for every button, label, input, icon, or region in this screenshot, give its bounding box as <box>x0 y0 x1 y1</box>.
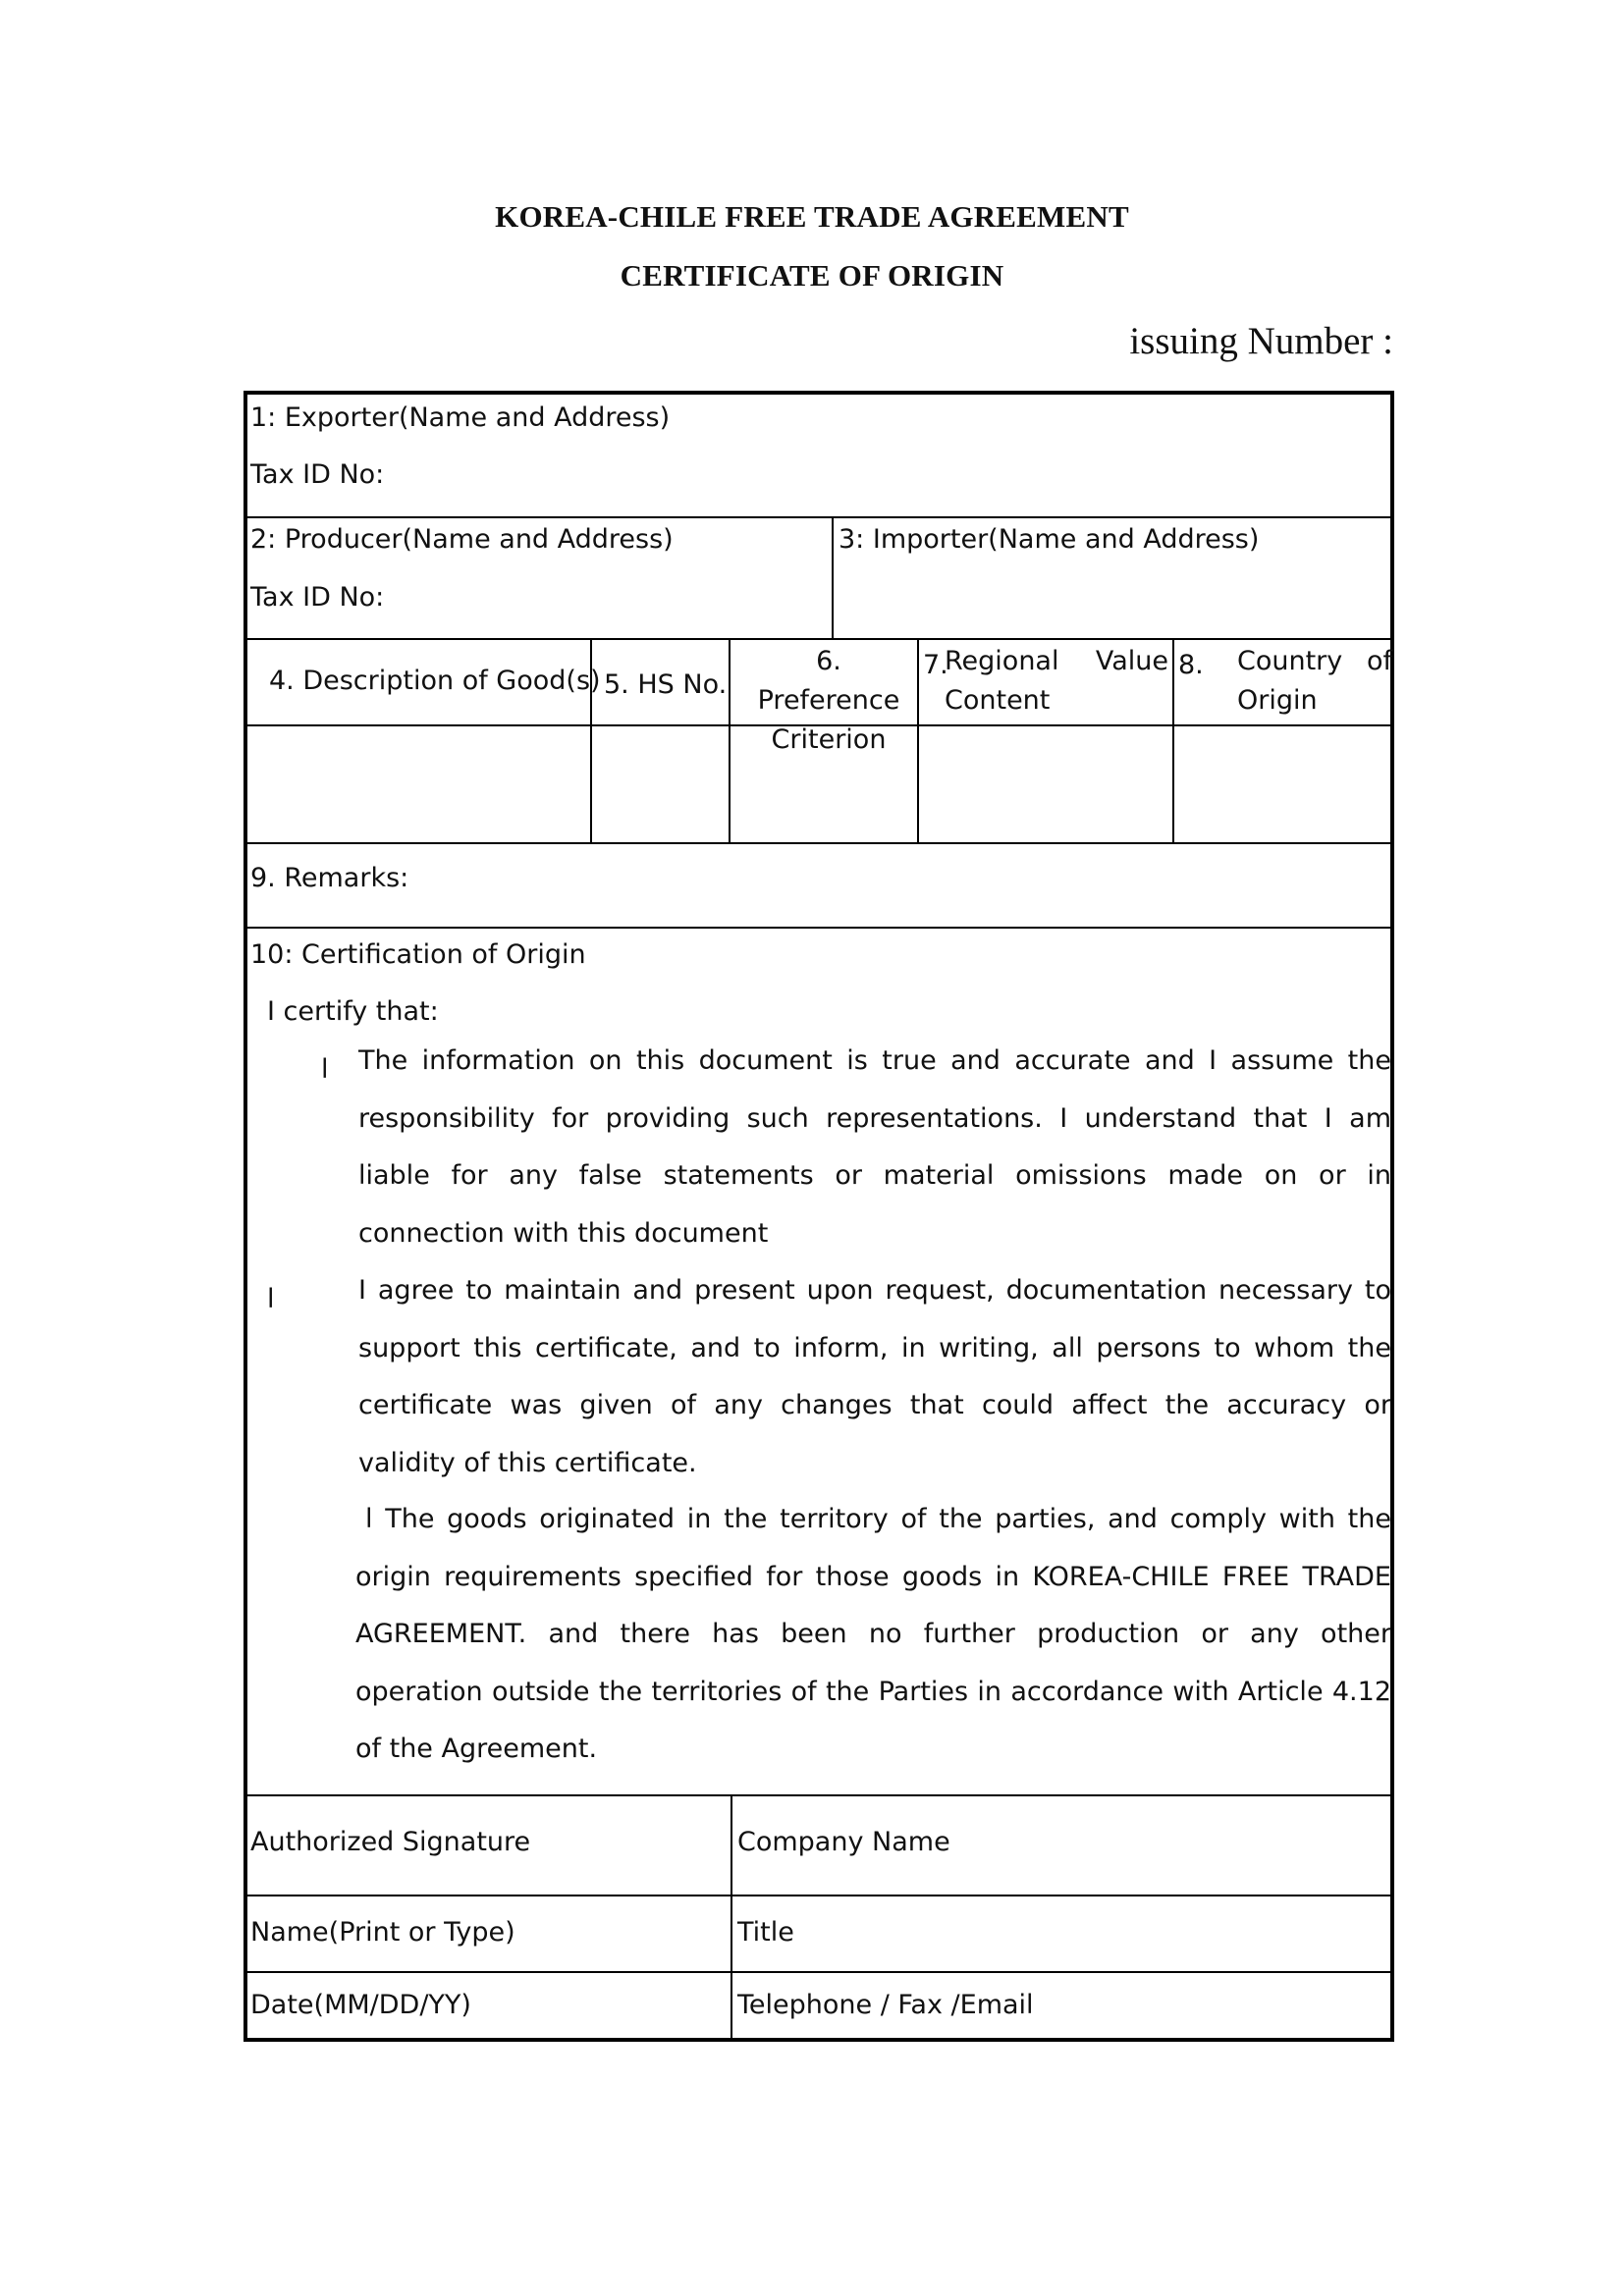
title-label: Title <box>737 1917 794 1948</box>
col-preference-header: 6. Preference Criterion <box>757 646 900 755</box>
producer-tax-id-label: Tax ID No: <box>250 582 385 613</box>
importer-label: 3: Importer(Name and Address) <box>839 524 1260 555</box>
certification-statement-1: The information on this document is true and accurate and I assume the responsibility for providing such representations. I understand that I am liable for any false statements or material omissions made on or in connection with this document <box>358 1045 1391 1249</box>
divider <box>247 516 1390 518</box>
authorized-signature-label: Authorized Signature <box>250 1827 531 1857</box>
certification-label: 10: Certification of Origin <box>250 939 586 970</box>
divider <box>731 1794 732 2042</box>
exporter-tax-id-label: Tax ID No: <box>250 459 385 490</box>
col-rvc-number: 7. <box>923 650 948 680</box>
certification-statement-2: I agree to maintain and present upon request, documentation necessary to support this certificate, and to inform, in writing, all persons to whom the certificate was given of any changes that could affect the accuracy or validity of this certificate. <box>358 1275 1391 1478</box>
divider <box>1172 638 1174 842</box>
issuing-number-label: issuing Number : <box>1129 320 1393 362</box>
contact-label: Telephone / Fax /Email <box>737 1990 1034 2020</box>
col-hs-header: 5. HS No. <box>604 669 728 700</box>
remarks-label: 9. Remarks: <box>250 863 409 893</box>
divider <box>247 842 1390 844</box>
divider <box>247 1895 1390 1896</box>
divider <box>729 638 731 842</box>
col-country-header: Country of Origin <box>1237 646 1392 716</box>
divider <box>247 1971 1390 1973</box>
bullet-icon: l <box>267 1284 275 1314</box>
exporter-label: 1: Exporter(Name and Address) <box>250 402 671 433</box>
divider <box>247 927 1390 929</box>
bullet-icon: l <box>321 1054 329 1085</box>
divider <box>917 638 919 842</box>
certificate-form <box>244 391 1394 2042</box>
company-name-label: Company Name <box>737 1827 950 1857</box>
divider <box>247 638 1390 640</box>
name-print-label: Name(Print or Type) <box>250 1917 515 1948</box>
col-rvc-header: Regional Value Content <box>945 646 1168 716</box>
producer-label: 2: Producer(Name and Address) <box>250 524 674 555</box>
document-subtitle: CERTIFICATE OF ORIGIN <box>620 258 1004 293</box>
divider <box>247 1794 1390 1796</box>
date-label: Date(MM/DD/YY) <box>250 1990 471 2020</box>
certification-statement-3: l The goods originated in the territory of the parties, and comply with the origin requirements specified for those goods in KOREA-CHILE FREE TRADE AGREEMENT. and there has been no further production or any other operation outside the territories of the Parties in accordance with Article 4.12 of the Agreement. <box>355 1504 1391 1764</box>
certification-intro: I certify that: <box>267 996 439 1027</box>
col-description-header: 4. Description of Good(s) <box>269 666 601 696</box>
col-country-number: 8. <box>1178 650 1204 680</box>
divider <box>832 516 834 638</box>
document-title: KOREA-CHILE FREE TRADE AGREEMENT <box>495 199 1129 234</box>
